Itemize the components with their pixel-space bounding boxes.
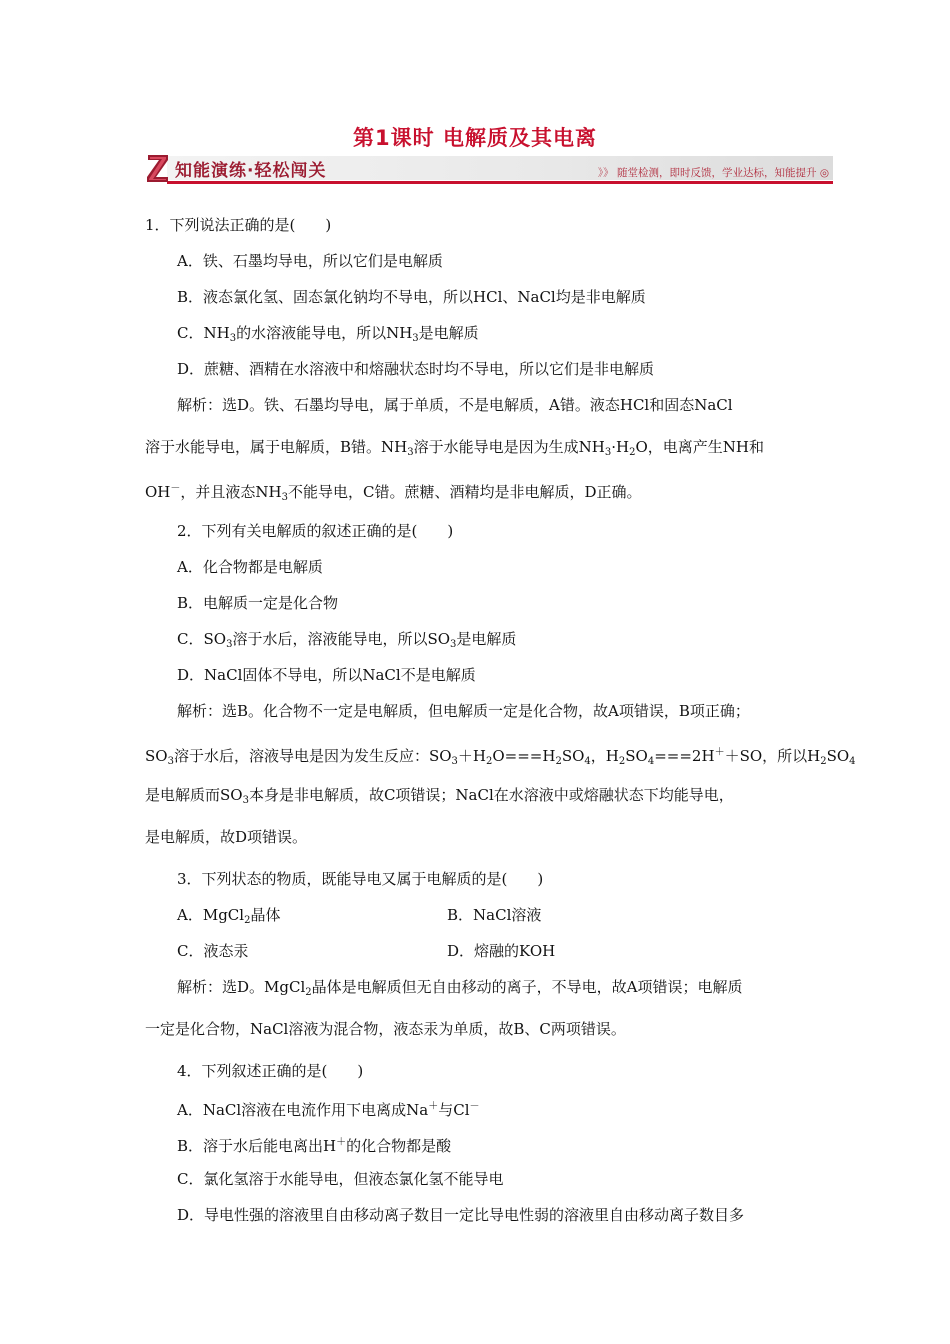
text: A．NaCl溶液在电流作用下电离成Na	[177, 1101, 429, 1119]
subscript: 2	[555, 756, 562, 767]
question-list	[145, 215, 856, 1241]
text: ===2H	[654, 747, 715, 765]
subscript: 3	[226, 639, 233, 650]
section-banner	[145, 153, 833, 187]
option-b: B．电解质一定是化合物	[177, 594, 339, 612]
subscript: 3	[412, 333, 419, 344]
option-c	[145, 323, 810, 359]
analysis-line	[145, 437, 810, 479]
subscript: 2	[305, 987, 312, 998]
subscript: 4	[647, 756, 655, 767]
text: 是电解质而SO	[145, 786, 243, 804]
text: 溶于水能导电，属于电解质，B错。NH	[145, 438, 408, 456]
text: OH	[145, 483, 171, 501]
analysis-line	[145, 977, 810, 1019]
option-b: B．液态氯化氢、固态氯化钠均不导电，所以HCl、NaCl均是非电解质	[177, 288, 646, 306]
text: 解析：选D。MgCl	[177, 978, 306, 996]
text: 晶体	[250, 906, 281, 924]
analysis-line	[145, 479, 810, 521]
text: C．NH	[177, 324, 230, 342]
option-c	[145, 629, 810, 665]
text: SO	[625, 747, 648, 765]
text: 不能导电，C错。蔗糖、酒精均是非电解质，D正确。	[287, 483, 642, 501]
text: SO	[561, 747, 585, 765]
text: C．SO	[177, 630, 227, 648]
z-logo-icon	[145, 153, 171, 183]
option-a	[145, 1097, 810, 1133]
page-title: 第1课时 电解质及其电离	[353, 126, 597, 150]
analysis-line: 解析：选B。化合物不一定是电解质，但电解质一定是化合物，故A项错误，B项正确；	[177, 702, 750, 720]
subscript: 3	[450, 639, 457, 650]
text: 与Cl	[438, 1101, 470, 1119]
subscript: 3	[604, 447, 612, 458]
question-stem: 3．下列状态的物质，既能导电又属于电解质的是( )	[177, 870, 544, 888]
text: 溶于水后，溶液能导电，所以SO	[232, 630, 451, 648]
question-stem: 4．下列叙述正确的是( )	[177, 1062, 364, 1080]
banner-label: 知能演练·轻松闯关	[175, 161, 327, 181]
text: SO	[145, 747, 168, 765]
option-b: B．NaCl溶液	[447, 906, 542, 924]
text: O，电离产生NH和	[635, 438, 764, 456]
text: B．溶于水后能电离出H	[177, 1137, 337, 1155]
option-a: A．铁、石墨均导电，所以它们是电解质	[177, 252, 443, 270]
option-row	[145, 905, 810, 941]
text: ＋SO，所以H	[724, 747, 821, 765]
option-row	[145, 941, 810, 977]
subscript: 3	[229, 333, 237, 344]
superscript: ＋	[428, 1101, 439, 1112]
text: O===H	[492, 747, 556, 765]
option-c: C．氯化氢溶于水能导电，但液态氯化氢不能导电	[177, 1170, 504, 1188]
analysis-line	[145, 743, 856, 785]
option-d: D．熔融的KOH	[447, 942, 556, 960]
option-d: D．蔗糖、酒精在水溶液中和熔融状态时均不导电，所以它们是非电解质	[177, 360, 655, 378]
subscript: 3	[407, 447, 414, 458]
subscript: 3	[281, 492, 288, 503]
text: 晶体是电解质但无自由移动的离子，不导电，故A项错误；电解质	[311, 978, 743, 996]
subscript: 4	[849, 756, 856, 767]
option-b	[145, 1133, 810, 1169]
subscript: 3	[242, 795, 249, 806]
option-d: D．导电性强的溶液里自由移动离子数目一定比导电性弱的溶液里自由移动离子数目多	[177, 1206, 745, 1224]
analysis-line: 是电解质，故D项错误。	[145, 828, 308, 846]
option-a	[177, 906, 280, 924]
option-c: C．液态汞	[177, 942, 249, 960]
subscript: 2	[618, 756, 626, 767]
superscript: －	[469, 1101, 480, 1112]
banner-slogan: 》》 随堂检测，即时反馈，学业达标，知能提升 ◎	[597, 167, 829, 179]
text: 是电解质	[418, 324, 479, 342]
question-stem: 1．下列说法正确的是( )	[145, 216, 332, 234]
subscript: 2	[244, 915, 251, 926]
superscript: ＋	[336, 1137, 347, 1148]
option-a: A．化合物都是电解质	[177, 558, 323, 576]
subscript: 3	[451, 756, 458, 767]
question-stem: 2．下列有关电解质的叙述正确的是( )	[177, 522, 454, 540]
text: 本身是非电解质，故C项错误；NaCl在水溶液中或熔融状态下均能导电，	[248, 786, 734, 804]
option-d: D．NaCl固体不导电，所以NaCl不是电解质	[177, 666, 476, 684]
text: 溶于水后，溶液导电是因为发生反应：SO	[173, 747, 452, 765]
superscript: ＋	[714, 747, 725, 758]
subscript: 2	[486, 756, 493, 767]
text: 是电解质	[456, 630, 517, 648]
text: 的化合物都是酸	[346, 1137, 452, 1155]
text: ，并且液态NH	[180, 483, 282, 501]
text: SO	[826, 747, 850, 765]
text: ·H	[611, 438, 630, 456]
superscript: －	[170, 483, 181, 494]
subscript: 3	[167, 756, 174, 767]
analysis-line: 解析：选D。铁、石墨均导电，属于单质，不是电解质，A错。液态HCl和固态NaCl	[177, 396, 733, 414]
subscript: 2	[629, 447, 636, 458]
subscript: 4	[584, 756, 591, 767]
text: ＋H	[457, 747, 486, 765]
analysis-line	[145, 785, 810, 827]
text: 溶于水能导电是因为生成NH	[413, 438, 605, 456]
text: ，H	[590, 747, 619, 765]
text: 的水溶液能导电，所以NH	[236, 324, 413, 342]
text: A．MgCl	[177, 906, 245, 924]
banner-underline	[167, 181, 833, 184]
subscript: 2	[820, 756, 827, 767]
analysis-line: 一定是化合物，NaCl溶液为混合物，液态汞为单质，故B、C两项错误。	[145, 1020, 626, 1038]
